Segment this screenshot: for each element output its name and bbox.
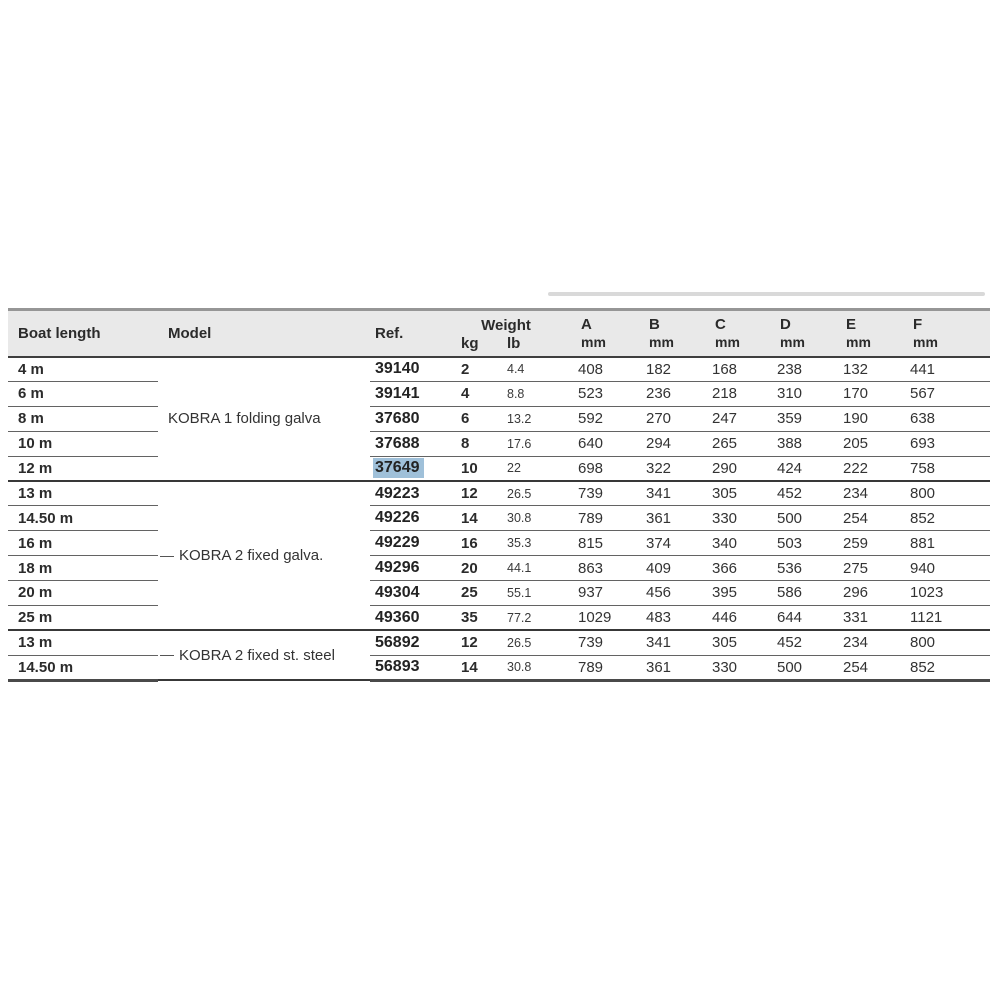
header-dim-f-letter: F <box>913 316 923 333</box>
dim-e-cell: 132 <box>838 357 905 382</box>
weight-lb-cell: 55.1 <box>503 581 573 606</box>
table-header <box>8 310 990 357</box>
ref-cell: 37680 <box>370 406 455 431</box>
dim-a-cell: 523 <box>573 381 641 406</box>
table-row <box>8 605 990 630</box>
dim-e-cell: 275 <box>838 556 905 581</box>
dim-a-cell: 640 <box>573 431 641 456</box>
dim-d-cell: 310 <box>772 381 838 406</box>
dim-b-cell: 341 <box>641 630 707 655</box>
header-dim-a-unit: mm <box>581 334 606 350</box>
dim-d-cell: 452 <box>772 481 838 506</box>
header-dim-e-letter: E <box>846 316 857 333</box>
dim-e-cell: 234 <box>838 630 905 655</box>
dim-e-cell: 190 <box>838 406 905 431</box>
dim-f-cell: 1023 <box>905 581 990 606</box>
dim-c-cell: 446 <box>707 605 772 630</box>
table-row <box>8 381 990 406</box>
dim-f-cell: 800 <box>905 630 990 655</box>
dim-e-cell: 222 <box>838 456 905 481</box>
table-row <box>8 581 990 606</box>
dim-a-cell: 739 <box>573 630 641 655</box>
ref-cell <box>370 456 455 481</box>
dim-c-cell: 366 <box>707 556 772 581</box>
dim-a-cell: 937 <box>573 581 641 606</box>
dim-a-cell: 815 <box>573 531 641 556</box>
dim-b-cell: 182 <box>641 357 707 382</box>
ref-cell: 56892 <box>370 630 455 655</box>
dim-d-cell: 503 <box>772 531 838 556</box>
table-row <box>8 655 990 680</box>
ref-cell: 49223 <box>370 481 455 506</box>
dim-b-cell: 270 <box>641 406 707 431</box>
dim-a-cell: 739 <box>573 481 641 506</box>
weight-kg-cell: 4 <box>455 381 503 406</box>
table-body <box>8 357 990 681</box>
dim-b-cell: 236 <box>641 381 707 406</box>
dim-f-cell: 758 <box>905 456 990 481</box>
dim-f-cell: 800 <box>905 481 990 506</box>
dim-d-cell: 536 <box>772 556 838 581</box>
dim-b-cell: 374 <box>641 531 707 556</box>
weight-lb-cell: 30.8 <box>503 506 573 531</box>
dim-b-cell: 361 <box>641 506 707 531</box>
dim-a-cell: 1029 <box>573 605 641 630</box>
dim-d-cell: 644 <box>772 605 838 630</box>
header-kg-label: kg <box>461 335 479 353</box>
weight-lb-cell: 26.5 <box>503 630 573 655</box>
weight-lb-cell: 35.3 <box>503 531 573 556</box>
dim-f-cell: 567 <box>905 381 990 406</box>
header-dim-b <box>641 310 707 357</box>
model-label: KOBRA 2 fixed st. steel <box>179 646 335 664</box>
header-weight-units <box>455 334 573 353</box>
boat-length-cell: 20 m <box>8 581 158 606</box>
table-row <box>8 531 990 556</box>
dim-c-cell: 168 <box>707 357 772 382</box>
dim-d-cell: 388 <box>772 431 838 456</box>
dim-f-cell: 852 <box>905 506 990 531</box>
weight-lb-cell: 30.8 <box>503 655 573 680</box>
dim-d-cell: 238 <box>772 357 838 382</box>
dim-e-cell: 296 <box>838 581 905 606</box>
dim-e-cell: 170 <box>838 381 905 406</box>
header-dim-f-unit: mm <box>913 334 938 350</box>
ref-cell: 49229 <box>370 531 455 556</box>
ref-cell: 49296 <box>370 556 455 581</box>
dim-b-cell: 322 <box>641 456 707 481</box>
dim-e-cell: 234 <box>838 481 905 506</box>
weight-kg-cell: 14 <box>455 506 503 531</box>
anchor-spec-table <box>8 308 990 682</box>
weight-lb-cell: 77.2 <box>503 605 573 630</box>
model-label: KOBRA 1 folding galva <box>168 410 321 428</box>
boat-length-cell: 14.50 m <box>8 655 158 680</box>
dim-f-cell: 441 <box>905 357 990 382</box>
cropped-element-edge <box>548 292 985 296</box>
model-cell <box>158 630 370 680</box>
dim-c-cell: 218 <box>707 381 772 406</box>
dim-c-cell: 330 <box>707 506 772 531</box>
model-cell <box>158 481 370 630</box>
weight-kg-cell: 16 <box>455 531 503 556</box>
boat-length-cell: 18 m <box>8 556 158 581</box>
boat-length-cell: 8 m <box>8 406 158 431</box>
dim-a-cell: 863 <box>573 556 641 581</box>
weight-kg-cell: 6 <box>455 406 503 431</box>
header-dim-a-letter: A <box>581 316 592 333</box>
table-row <box>8 431 990 456</box>
header-dim-c-letter: C <box>715 316 726 333</box>
header-dim-b-unit: mm <box>649 334 674 350</box>
header-dim-d <box>772 310 838 357</box>
dim-f-cell: 940 <box>905 556 990 581</box>
weight-lb-cell: 26.5 <box>503 481 573 506</box>
ref-cell: 37688 <box>370 431 455 456</box>
header-row <box>8 310 990 357</box>
weight-lb-cell: 13.2 <box>503 406 573 431</box>
dim-e-cell: 259 <box>838 531 905 556</box>
weight-kg-cell: 12 <box>455 630 503 655</box>
dim-c-cell: 290 <box>707 456 772 481</box>
ref-cell: 39140 <box>370 357 455 382</box>
weight-lb-cell: 8.8 <box>503 381 573 406</box>
dim-e-cell: 205 <box>838 431 905 456</box>
boat-length-cell: 14.50 m <box>8 506 158 531</box>
header-dim-d-letter: D <box>780 316 791 333</box>
weight-kg-cell: 14 <box>455 655 503 680</box>
dim-d-cell: 359 <box>772 406 838 431</box>
header-dim-d-unit: mm <box>780 334 805 350</box>
table-row <box>8 556 990 581</box>
dim-b-cell: 341 <box>641 481 707 506</box>
weight-kg-cell: 35 <box>455 605 503 630</box>
weight-lb-cell: 22 <box>503 456 573 481</box>
weight-kg-cell: 20 <box>455 556 503 581</box>
weight-kg-cell: 10 <box>455 456 503 481</box>
ref-cell: 56893 <box>370 655 455 680</box>
weight-lb-cell: 4.4 <box>503 357 573 382</box>
boat-length-cell: 25 m <box>8 605 158 630</box>
dim-a-cell: 592 <box>573 406 641 431</box>
table-row <box>8 481 990 506</box>
dim-d-cell: 500 <box>772 506 838 531</box>
dim-a-cell: 789 <box>573 655 641 680</box>
boat-length-cell: 12 m <box>8 456 158 481</box>
dim-a-cell: 408 <box>573 357 641 382</box>
dim-f-cell: 852 <box>905 655 990 680</box>
ref-cell: 39141 <box>370 381 455 406</box>
model-cell <box>158 357 370 481</box>
dim-b-cell: 456 <box>641 581 707 606</box>
table-row <box>8 630 990 655</box>
model-connector-line <box>160 556 174 557</box>
header-dim-c <box>707 310 772 357</box>
boat-length-cell: 16 m <box>8 531 158 556</box>
dim-c-cell: 395 <box>707 581 772 606</box>
dim-a-cell: 789 <box>573 506 641 531</box>
dim-d-cell: 500 <box>772 655 838 680</box>
dim-c-cell: 305 <box>707 630 772 655</box>
header-dim-f <box>905 310 990 357</box>
dim-c-cell: 330 <box>707 655 772 680</box>
header-dim-b-letter: B <box>649 316 660 333</box>
dim-c-cell: 340 <box>707 531 772 556</box>
dim-f-cell: 693 <box>905 431 990 456</box>
dim-b-cell: 409 <box>641 556 707 581</box>
dim-d-cell: 586 <box>772 581 838 606</box>
table-row <box>8 506 990 531</box>
dim-d-cell: 424 <box>772 456 838 481</box>
header-model: Model <box>158 310 370 357</box>
weight-kg-cell: 12 <box>455 481 503 506</box>
header-dim-c-unit: mm <box>715 334 740 350</box>
model-connector-line <box>160 655 174 656</box>
boat-length-cell: 10 m <box>8 431 158 456</box>
weight-lb-cell: 44.1 <box>503 556 573 581</box>
dim-c-cell: 265 <box>707 431 772 456</box>
table-row <box>8 357 990 382</box>
ref-cell: 49304 <box>370 581 455 606</box>
weight-kg-cell: 8 <box>455 431 503 456</box>
header-weight <box>455 310 573 357</box>
header-dim-e <box>838 310 905 357</box>
dim-d-cell: 452 <box>772 630 838 655</box>
highlighted-ref-value: 37649 <box>373 458 424 478</box>
dim-a-cell: 698 <box>573 456 641 481</box>
boat-length-cell: 6 m <box>8 381 158 406</box>
table-row <box>8 456 990 481</box>
header-weight-label: Weight <box>481 317 531 335</box>
ref-cell: 49360 <box>370 605 455 630</box>
dim-c-cell: 247 <box>707 406 772 431</box>
table-row <box>8 406 990 431</box>
boat-length-cell: 13 m <box>8 481 158 506</box>
header-dim-e-unit: mm <box>846 334 871 350</box>
dim-f-cell: 638 <box>905 406 990 431</box>
dim-e-cell: 254 <box>838 506 905 531</box>
boat-length-cell: 4 m <box>8 357 158 382</box>
header-dim-a <box>573 310 641 357</box>
dim-c-cell: 305 <box>707 481 772 506</box>
dim-b-cell: 294 <box>641 431 707 456</box>
header-lb-label: lb <box>507 335 521 353</box>
dim-b-cell: 483 <box>641 605 707 630</box>
dim-f-cell: 881 <box>905 531 990 556</box>
boat-length-cell: 13 m <box>8 630 158 655</box>
header-boat-length: Boat length <box>8 310 158 357</box>
ref-cell: 49226 <box>370 506 455 531</box>
header-ref: Ref. <box>370 310 455 357</box>
dim-e-cell: 254 <box>838 655 905 680</box>
dim-f-cell: 1121 <box>905 605 990 630</box>
dim-b-cell: 361 <box>641 655 707 680</box>
weight-lb-cell: 17.6 <box>503 431 573 456</box>
weight-kg-cell: 2 <box>455 357 503 382</box>
model-label: KOBRA 2 fixed galva. <box>179 547 324 565</box>
weight-kg-cell: 25 <box>455 581 503 606</box>
dim-e-cell: 331 <box>838 605 905 630</box>
